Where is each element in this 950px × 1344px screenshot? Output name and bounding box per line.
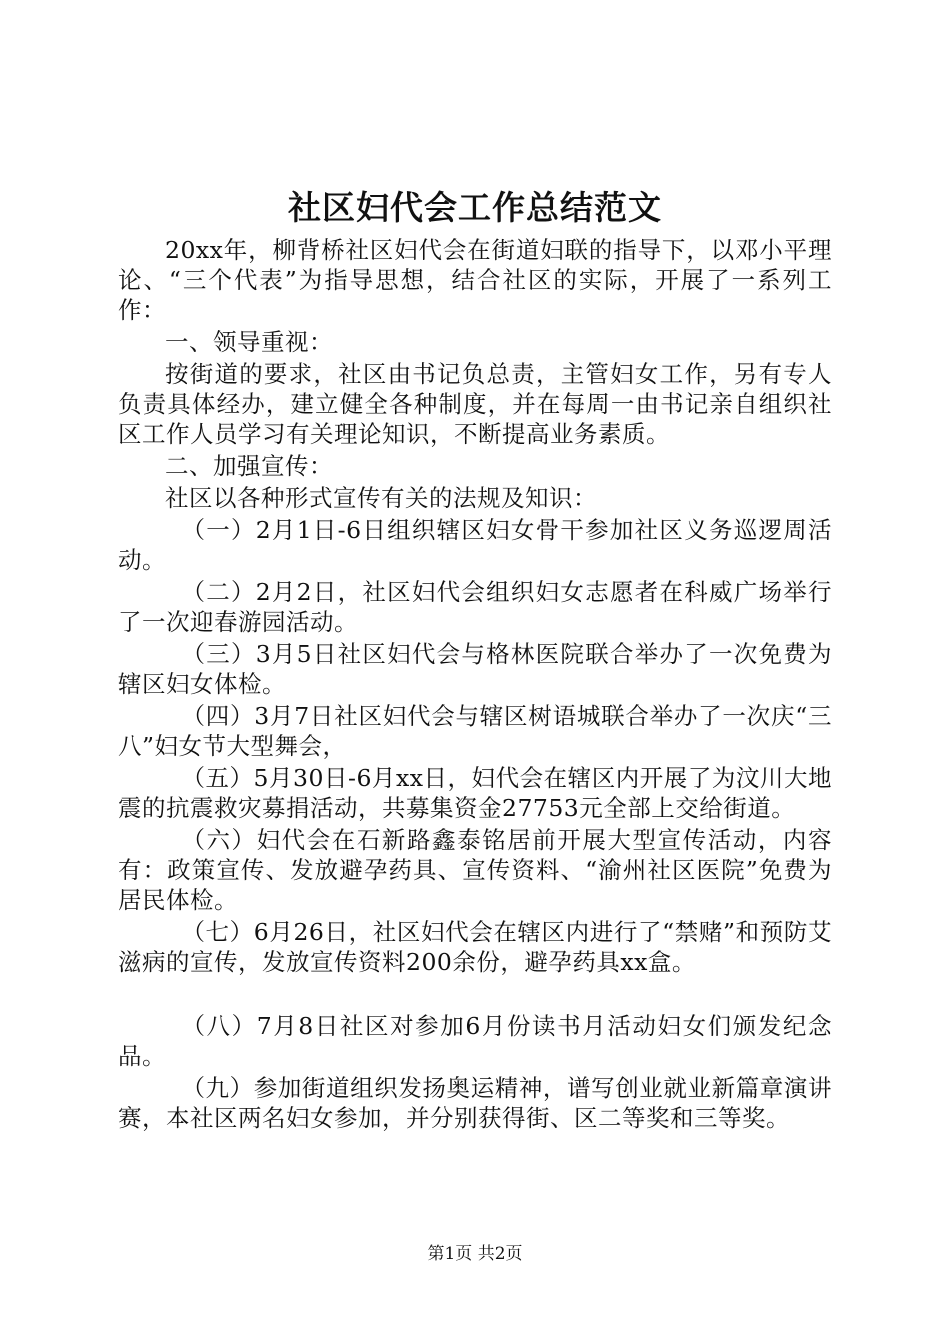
list-item: （八）7月8日社区对参加6月份读书月活动妇女们颁发纪念品。 xyxy=(118,1012,832,1070)
list-item: （四）3月7日社区妇代会与辖区树语城联合举办了一次庆“三八”妇女节大型舞会， xyxy=(118,702,832,760)
list-item: （三）3月5日社区妇代会与格林医院联合举办了一次免费为辖区妇女体检。 xyxy=(118,640,832,698)
list-item: （五）5月30日-6月xx日，妇代会在辖区内开展了为汶川大地震的抗震救灾募捐活动，共募集资金27753元全部上交给街道。 xyxy=(118,764,832,822)
document-title: 社区妇代会工作总结范文 xyxy=(288,188,662,227)
paragraph-spacer xyxy=(118,979,832,1011)
document-body xyxy=(118,235,832,1135)
intro-paragraph: 20xx年，柳背桥社区妇代会在街道妇联的指导下，以邓小平理论、“三个代表”为指导思想，结合社区的实际，开展了一系列工作： xyxy=(118,236,832,324)
list-item: （七）6月26日，社区妇代会在辖区内进行了“禁赌”和预防艾滋病的宣传，发放宣传资料200余份，避孕药具xx盒。 xyxy=(118,918,832,976)
section-heading: 一、领导重视： xyxy=(165,328,333,356)
list-item: （九）参加街道组织发扬奥运精神，谱写创业就业新篇章演讲赛，本社区两名妇女参加，并分别获得街、区二等奖和三等奖。 xyxy=(118,1074,832,1132)
list-item: （二）2月2日，社区妇代会组织妇女志愿者在科威广场举行了一次迎春游园活动。 xyxy=(118,578,832,636)
body-paragraph: 社区以各种形式宣传有关的法规及知识： xyxy=(165,484,597,512)
list-item: （六）妇代会在石新路鑫泰铭居前开展大型宣传活动，内容有：政策宣传、发放避孕药具、宣传资料、“渝州社区医院”免费为居民体检。 xyxy=(118,826,832,914)
list-item: （一）2月1日-6日组织辖区妇女骨干参加社区义务巡逻周活动。 xyxy=(118,516,832,574)
section-heading: 二、加强宣传： xyxy=(165,452,333,480)
page-footer: 第1页 共2页 xyxy=(427,1244,523,1264)
body-paragraph: 按街道的要求，社区由书记负总责，主管妇女工作，另有专人负责具体经办，建立健全各种制度，并在每周一由书记亲自组织社区工作人员学习有关理论知识，不断提高业务素质。 xyxy=(118,360,832,448)
